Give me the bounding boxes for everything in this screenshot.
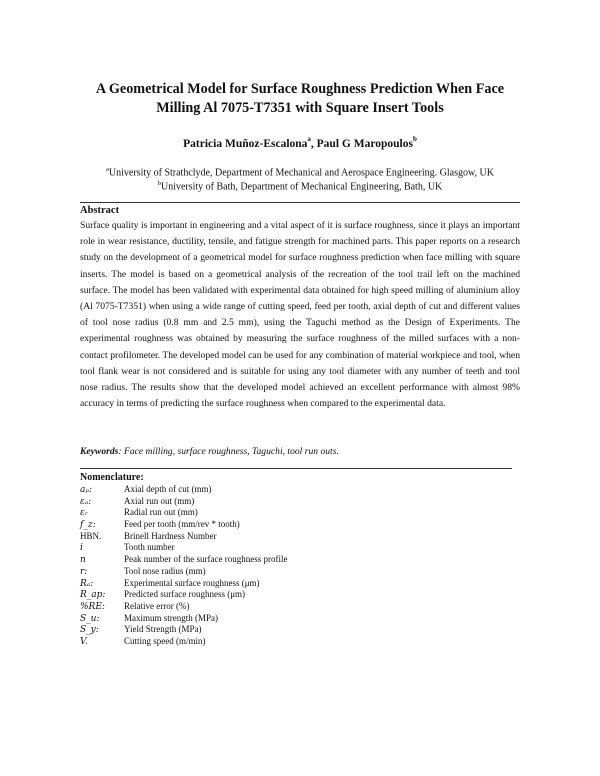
keywords-label: Keywords	[80, 446, 119, 457]
nomenclature-definition: Radial run out (mm)	[124, 507, 198, 518]
nomenclature-row	[80, 484, 287, 496]
nomenclature-row	[80, 507, 287, 519]
nomenclature-heading: Nomenclature:	[80, 472, 144, 483]
author-1-affiliation-mark: a	[307, 135, 311, 143]
nomenclature-definition: Brinell Hardness Number	[124, 530, 217, 541]
abstract-heading: Abstract	[80, 205, 120, 216]
paper-title: A Geometrical Model for Surface Roughness Prediction When Face Milling Al 7075-T7351 with Square Insert Tools	[95, 81, 505, 116]
nomenclature-row	[80, 589, 287, 601]
nomenclature-row	[80, 554, 287, 566]
nomenclature-definition: Feed per tooth (mm/rev * tooth)	[124, 519, 240, 530]
nomenclature-definition: Peak number of the surface roughness profile	[124, 554, 288, 565]
nomenclature-symbol: εₐ:	[80, 496, 92, 507]
affiliation-b-text: University of Bath, Department of Mechanical Engineering, Bath, UK	[160, 181, 443, 193]
nomenclature-definition: Relative error (%)	[124, 600, 190, 611]
nomenclature-definition: Predicted surface roughness (μm)	[124, 589, 246, 600]
nomenclature-symbol: S_y:	[80, 625, 99, 636]
nomenclature-row	[80, 613, 287, 625]
nomenclature-symbol: aₚ:	[80, 485, 92, 495]
nomenclature-row	[80, 601, 287, 613]
author-line	[0, 136, 600, 150]
nomenclature-divider	[80, 468, 512, 469]
nomenclature-symbol: HBN.	[80, 530, 102, 541]
nomenclature-symbol: %RE:	[80, 601, 105, 612]
affiliation-a-text: University of Strathclyde, Department of Mechanical and Aerospace Engineering. Glasgow, UK	[108, 167, 494, 179]
nomenclature-row	[80, 636, 287, 648]
nomenclature-definition: Axial depth of cut (mm)	[124, 484, 212, 494]
nomenclature-row	[80, 531, 287, 543]
affiliation-b-mark: b	[157, 180, 161, 187]
nomenclature-symbol: R_ap:	[80, 590, 106, 601]
abstract-text: Surface quality is important in engineering and a vital aspect of it is surface roughness, since it plays an important role in wear resistance, ductility, tensile, and fatigue strength for machined parts. This paper reports on a research study on the development of a geometrical model for surface roughness prediction when face milling with square inserts. The model is based on a geometrical analysis of the recreation of the tool trail left on the machined surface. The model has been validated with experimental data obtained for high speed milling of aluminium alloy (Al 7075-T7351) when using a wide range of cutting speed, feed per tooth, axial depth of cut and different values of tool nose radius (0.8 mm and 2.5 mm), using the Taguchi method as the Design of Experiments. The experimental roughness was obtained by measuring the surface roughness of the milled surfaces with a non-contact profilometer. The developed model can be used for any combination of material workpiece and tool, when tool flank wear is not considered and is suitable for using any tool diameter with any number of teeth and tool nose radius. The results show that the developed model achieved an excellent performance with almost 98% accuracy in terms of predicting the surface roughness when compared to the experimental data.	[80, 220, 520, 410]
nomenclature-definition: Experimental surface roughness (μm)	[124, 577, 260, 588]
author-separator: ,	[310, 137, 317, 150]
nomenclature-definition: Tool nose radius (mm)	[124, 565, 206, 576]
author-2: Paul G Maropoulos	[316, 137, 413, 150]
affiliation-a-mark: a	[106, 166, 109, 173]
nomenclature-symbol: εᵣ	[80, 508, 88, 519]
nomenclature-symbol: Rₐ:	[80, 578, 94, 589]
nomenclature-symbol: f_z:	[80, 520, 96, 531]
nomenclature-definition: Tooth number	[124, 542, 175, 553]
nomenclature-symbol: V.	[80, 636, 88, 647]
nomenclature-symbol: r:	[80, 566, 88, 577]
nomenclature-row	[80, 566, 287, 578]
affiliation-b	[0, 180, 600, 192]
author-1: Patricia Muñoz-Escalona	[183, 137, 308, 150]
nomenclature-symbol: S_u:	[80, 613, 100, 624]
keywords-text: : Face milling, surface roughness, Taguchi, tool run outs.	[118, 446, 339, 457]
nomenclature-list	[80, 484, 287, 648]
nomenclature-definition: Maximum strength (MPa)	[124, 612, 218, 623]
nomenclature-definition: Axial run out (mm)	[124, 495, 195, 506]
header-divider	[80, 202, 520, 203]
affiliation-a	[0, 166, 600, 178]
nomenclature-row	[80, 519, 287, 531]
author-2-affiliation-mark: b	[412, 135, 417, 143]
nomenclature-symbol: n	[80, 555, 86, 566]
nomenclature-row	[80, 496, 287, 508]
nomenclature-row	[80, 578, 287, 590]
nomenclature-definition: Yield Strength (MPa)	[124, 624, 202, 635]
keywords-line	[80, 446, 339, 457]
nomenclature-row	[80, 542, 287, 554]
nomenclature-definition: Cutting speed (m/min)	[124, 635, 206, 646]
nomenclature-symbol: i	[80, 543, 83, 554]
nomenclature-row	[80, 624, 287, 636]
